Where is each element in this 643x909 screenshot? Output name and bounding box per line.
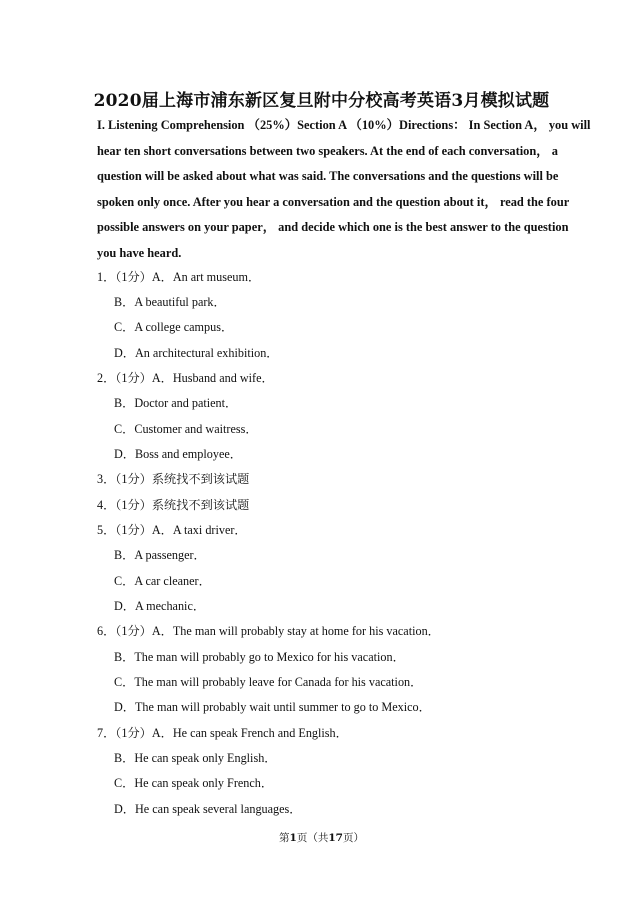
question-option: D．Boss and employee．: [114, 447, 242, 461]
question-option: B．He can speak only English．: [114, 751, 277, 765]
question-option: B．A beautiful park．: [114, 295, 226, 309]
question-stem: 6．（1分）A．The man will probably stay at home for his vacation．: [97, 624, 440, 638]
question-option: B．Doctor and patient．: [114, 396, 238, 410]
directions-line: spoken only once. After you hear a conversation and the question about it， read the four: [97, 194, 570, 209]
question-option: C．Customer and waitress．: [114, 422, 258, 436]
footer-mid: 页（共: [296, 832, 329, 844]
directions-paragraph: [97, 113, 591, 267]
question-stem: 1．（1分）A．An art museum．: [97, 270, 261, 284]
footer-suffix: 页）: [342, 832, 364, 844]
question-stem: 2．（1分）A．Husband and wife．: [97, 371, 274, 385]
page-footer: [0, 830, 643, 845]
footer-prefix: 第: [279, 832, 290, 844]
question-stem: 7．（1分）A．He can speak French and English．: [97, 726, 348, 740]
question-stem: 4．（1分）系统找不到该试题: [97, 498, 250, 512]
question-option: B．A passenger．: [114, 548, 206, 562]
directions-line: I. Listening Comprehension （25%）Section A （10%）Directions： In Section A， you will: [97, 118, 591, 132]
directions-line: question will be asked about what was said. The conversations and the questions will be: [97, 169, 559, 184]
question-option: C．The man will probably leave for Canada for his vacation．: [114, 675, 423, 689]
question-option: D．He can speak several languages．: [114, 802, 302, 816]
question-option: C．A college campus．: [114, 320, 234, 334]
footer-page-number: 1: [289, 832, 297, 844]
question-option: C．A car cleaner．: [114, 574, 211, 588]
question-option: D．A mechanic．: [114, 599, 206, 613]
footer-total-pages: 17: [328, 832, 343, 844]
question-option: C．He can speak only French．: [114, 776, 274, 790]
question-stem: 5．（1分）A．A taxi driver．: [97, 523, 247, 537]
directions-line: possible answers on your paper， and decide which one is the best answer to the question: [97, 220, 569, 235]
question-stem: 3．（1分）系统找不到该试题: [97, 472, 250, 486]
question-option: D．The man will probably wait until summer to go to Mexico．: [114, 700, 431, 714]
question-option: B．The man will probably go to Mexico for his vacation．: [114, 650, 405, 664]
question-option: D．An architectural exhibition．: [114, 346, 279, 360]
directions-line: hear ten short conversations between two speakers. At the end of each conversation， a: [97, 143, 558, 158]
directions-line: you have heard.: [97, 245, 182, 260]
page-title: 2020届上海市浦东新区复旦附中分校高考英语3月模拟试题: [93, 91, 550, 111]
